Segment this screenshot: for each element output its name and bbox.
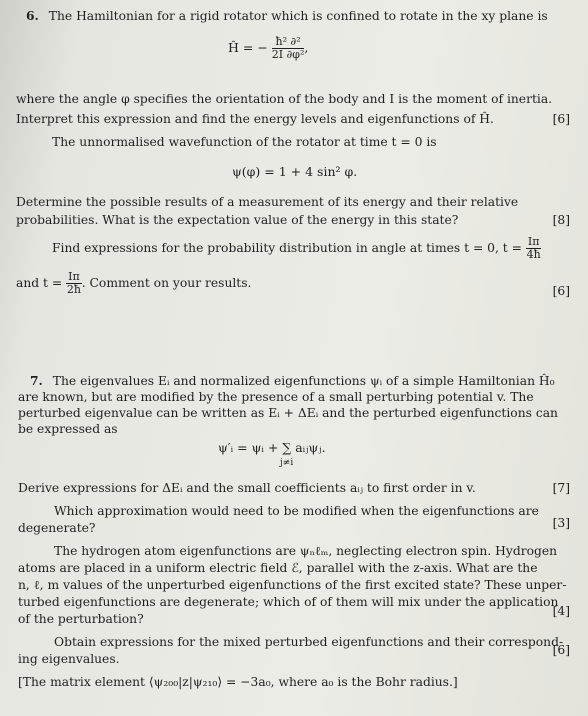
q7-line13: Obtain expressions for the mixed perturbed eigenfunctions and their correspond- (54, 635, 564, 649)
q7-mark-3: [4] (552, 604, 570, 618)
q6-line3: Interpret this expression and find the energy levels and eigenfunctions of Ĥ. (16, 112, 494, 126)
q6-number: 6. (26, 8, 39, 23)
q7-line12: of the perturbation? (18, 612, 144, 626)
q7-line14: ing eigenvalues. (18, 652, 120, 666)
q6-line8-pre: and t = (16, 276, 63, 290)
q6-line8 (16, 271, 251, 296)
q6-mark-1: [6] (552, 112, 570, 126)
q6-wavefunction: ψ(φ) = 1 + 4 sin² φ. (232, 164, 358, 179)
q6-mark-2: [8] (552, 213, 570, 227)
q6-hamiltonian-tail: , (304, 40, 309, 55)
q6-line6: probabilities. What is the expectation value of the energy in this state? (16, 213, 459, 227)
q7-line2: are known, but are modified by the presence of a small perturbing potential v. The (18, 390, 534, 404)
q6-hamiltonian-num: ħ² ∂² (272, 36, 305, 49)
q7-line1: The eigenvalues Eᵢ and normalized eigenfunctions ψᵢ of a simple Hamiltonian Ĥ₀ (52, 374, 555, 388)
q7-line7: degenerate? (18, 521, 96, 535)
q6-hamiltonian (228, 36, 308, 61)
q7-line1-row (30, 373, 555, 389)
q6-hamiltonian-lhs: Ĥ = − (228, 40, 268, 55)
q7-equation: ψ′ᵢ = ψᵢ + ∑ aᵢⱼψⱼ. (218, 440, 326, 455)
q6-line2: where the angle φ specifies the orientation of the body and I is the moment of inertia. (16, 92, 553, 106)
q6-intro: The Hamiltonian for a rigid rotator which is confined to rotate in the xy plane is (48, 9, 548, 23)
q6-intro-line (26, 8, 548, 24)
q7-line6: Which approximation would need to be modified when the eigenfunctions are (54, 504, 539, 518)
q6-line8-num: Iπ (68, 270, 80, 283)
q7-number: 7. (30, 373, 43, 388)
q6-line8-fraction (66, 271, 82, 296)
q6-hamiltonian-den: 2I ∂φ² (271, 48, 305, 61)
q6-line7-fraction (526, 236, 542, 261)
q6-line7 (52, 236, 541, 261)
q7-line5: Derive expressions for ΔEᵢ and the small coefficients aᵢⱼ to first order in v. (18, 481, 476, 495)
q7-line11: turbed eigenfunctions are degenerate; which of of them will mix under the application (18, 595, 559, 609)
q6-mark-3: [6] (552, 284, 570, 298)
q6-line7-text: Find expressions for the probability distribution in angle at times t = 0, t = (52, 241, 522, 255)
q7-line15: [The matrix element ⟨ψ₂₀₀|z|ψ₂₁₀⟩ = −3a₀, where a₀ is the Bohr radius.] (18, 675, 458, 689)
q7-line4: be expressed as (18, 422, 118, 436)
q6-line8-den: 2ħ (66, 283, 81, 296)
q7-mark-2: [3] (552, 516, 570, 530)
q6-line7-num: Iπ (527, 235, 540, 248)
q6-line7-den: 4ħ (526, 248, 541, 261)
q7-mark-1: [7] (552, 481, 570, 495)
q7-equation-sub: j≠i (280, 458, 294, 468)
q6-line8-post: . Comment on your results. (81, 276, 252, 290)
q7-line10: n, ℓ, m values of the unperturbed eigenfunctions of the first excited state? These unper- (18, 578, 567, 592)
q6-hamiltonian-fraction (272, 36, 305, 61)
q6-line4: The unnormalised wavefunction of the rotator at time t = 0 is (52, 135, 437, 149)
q7-mark-4: [6] (552, 643, 570, 657)
q7-line9: atoms are placed in a uniform electric field ℰ, parallel with the z-axis. What are the (18, 561, 538, 575)
q7-line8: The hydrogen atom eigenfunctions are ψₙℓₘ, neglecting electron spin. Hydrogen (54, 544, 558, 558)
q6-line5: Determine the possible results of a measurement of its energy and their relative (16, 195, 519, 209)
q7-line3: perturbed eigenvalue can be written as Eᵢ + ΔEᵢ and the perturbed eigenfunctions can (18, 406, 558, 420)
